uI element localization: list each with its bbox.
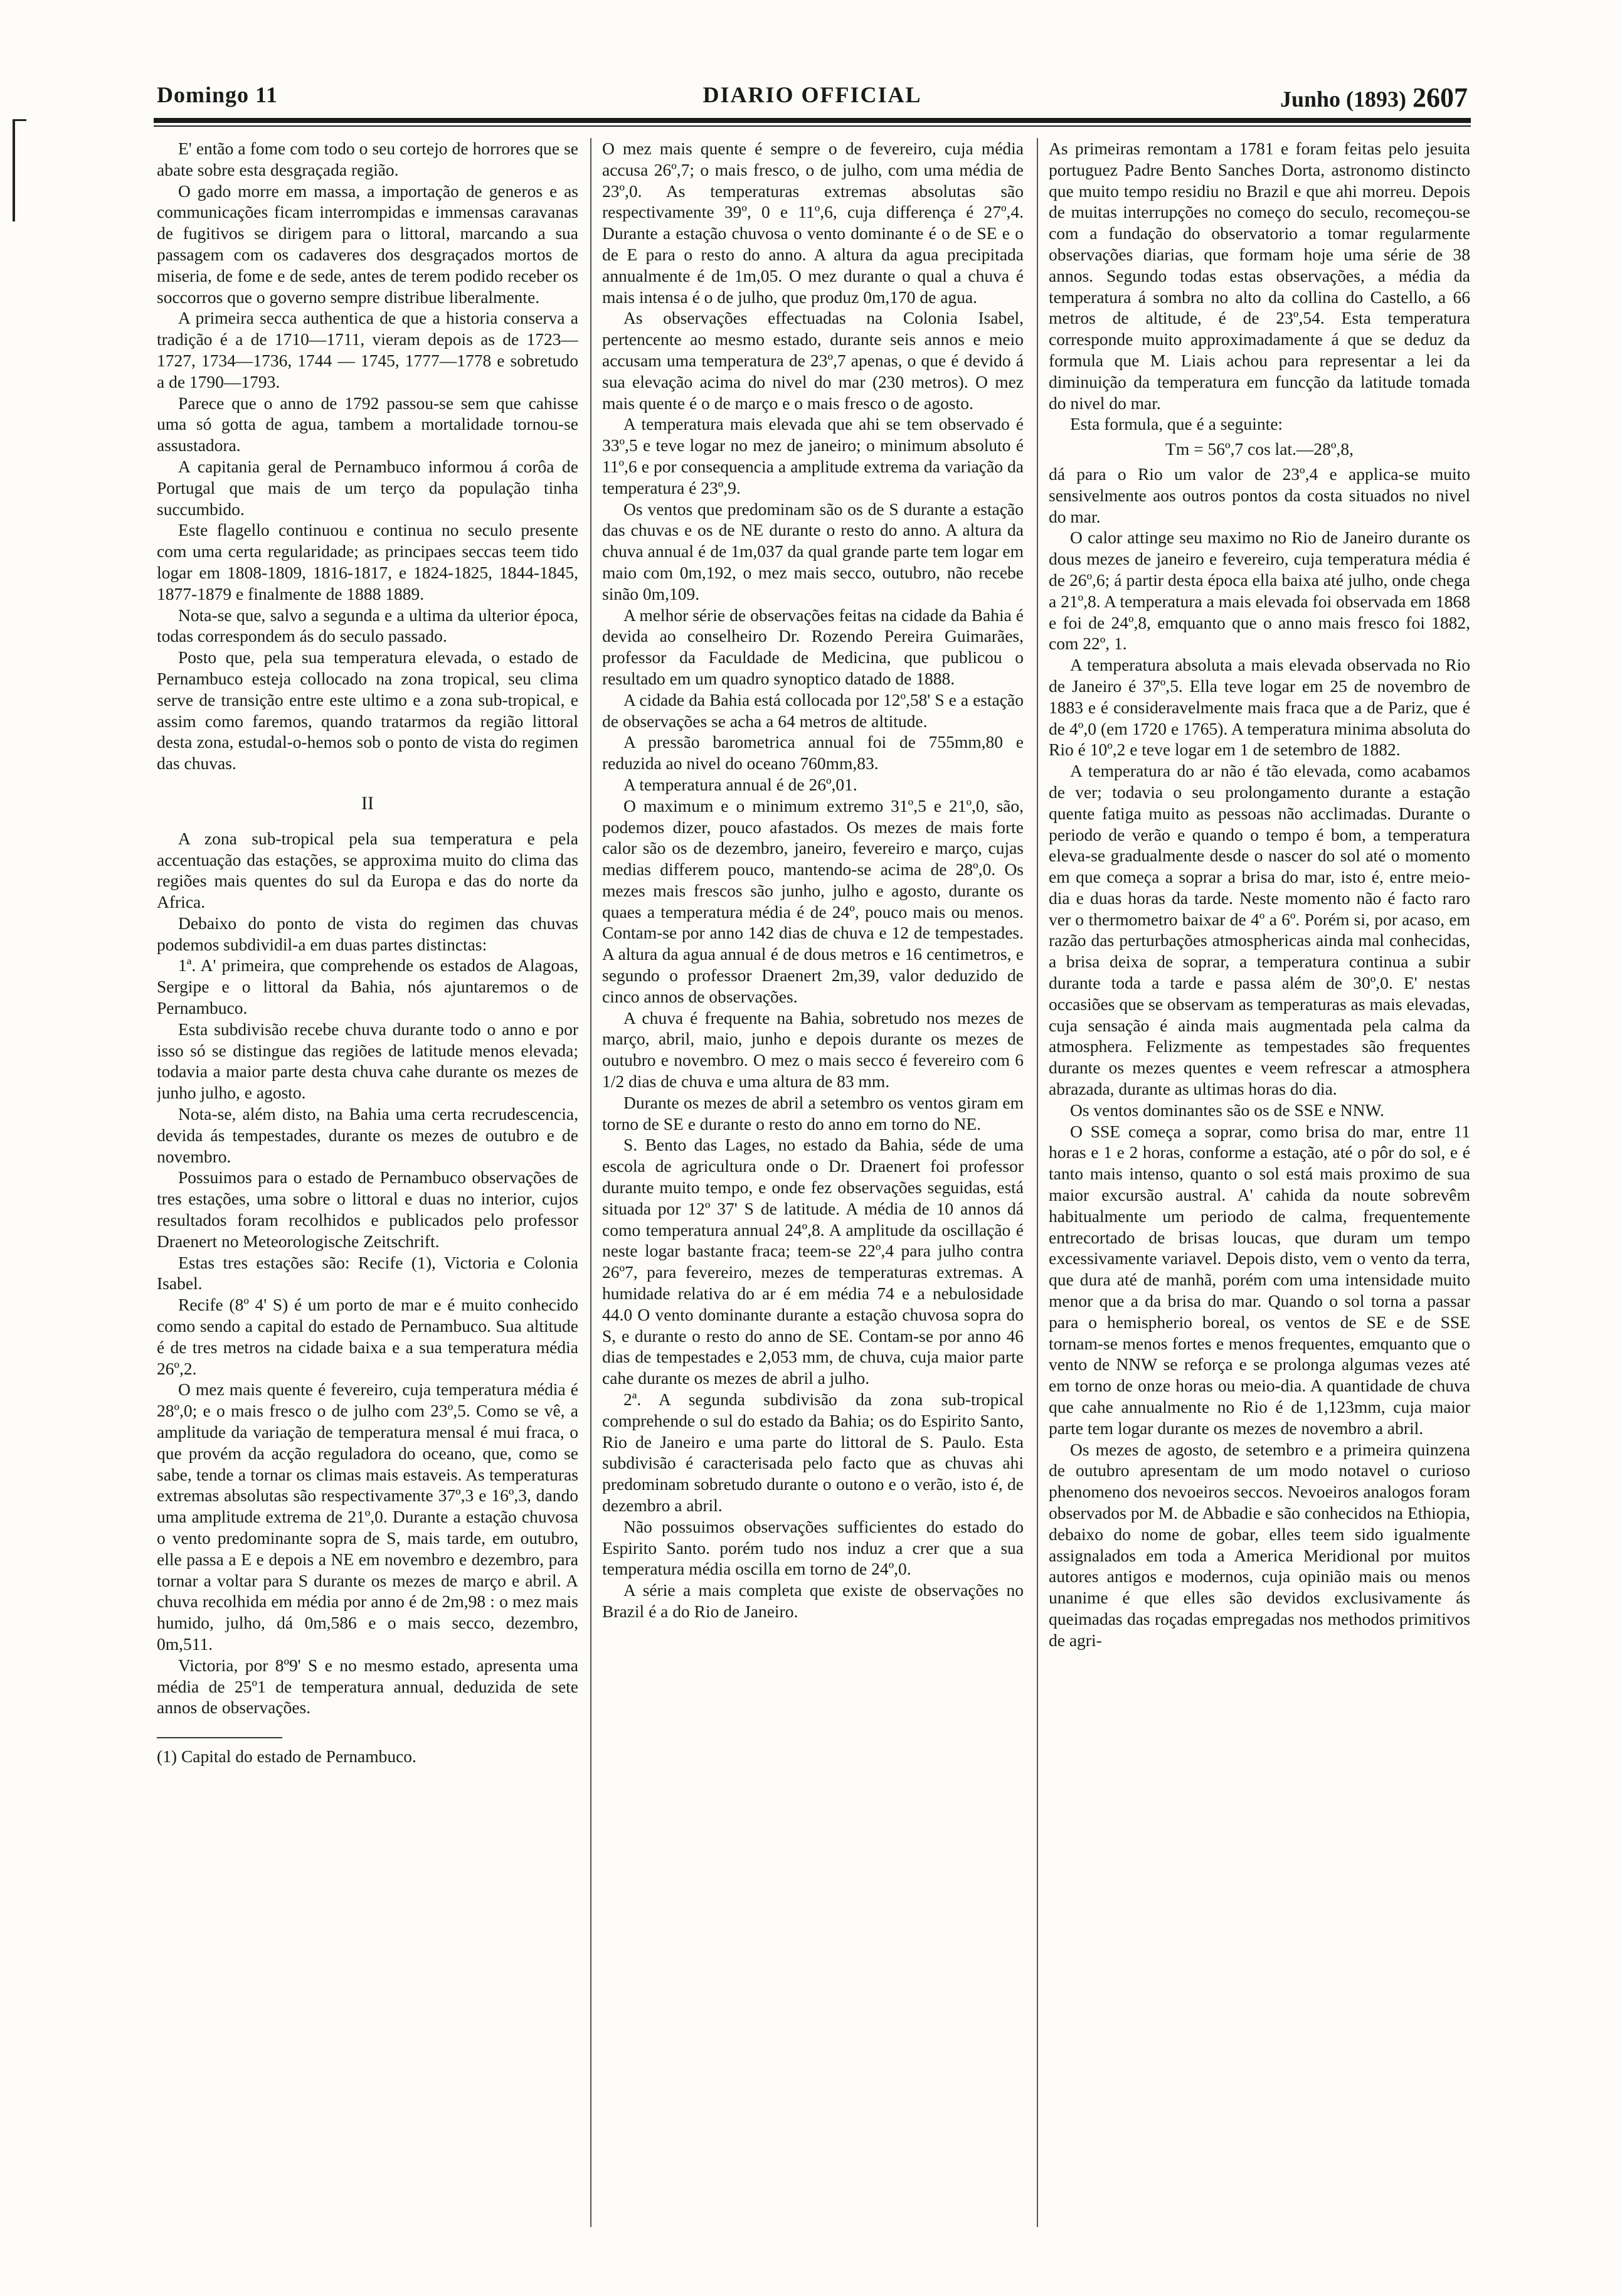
- header-date: Domingo 11: [157, 82, 278, 107]
- paragraph: Esta subdivisão recebe chuva durante todo o anno e por isso só se distingue das regiões de latitude menos elevada; todavia a maior parte desta chuva cahe durante os mezes de junho julho, e agosto.: [157, 1019, 578, 1103]
- paragraph: A melhor série de observações feitas na cidade da Bahia é devida ao conselheiro Dr. Rozendo Pereira Guimarães, professor da Faculdade de Medicina, que publicou o resultado em um quadro synoptico datado de 1888.: [602, 605, 1024, 688]
- paragraph: As primeiras remontam a 1781 e foram feitas pelo jesuita portuguez Padre Bento Sanches Dorta, astronomo distincto que muito tempo residiu no Brazil e que ahi morreu. Depois de muitas interrupções no começo do seculo, recomeçou-se com a fundação do observatorio a tomar regularmente observações diarias, que formam hoje uma série de 38 annos. Segundo todas estas observações, a média da temperatura á sombra no alto da collina do Castello, a 66 metros de altitude, é de 23º,54. Esta temperatura corresponde muito approximadamente á que se deduz da formula que M. Liais achou para representar a lei da diminuição da temperatura em funcção da latitude tomada do nivel do mar.: [1049, 139, 1470, 413]
- paragraph: Durante os mezes de abril a setembro os ventos giram em torno de SE e durante o resto do anno em torno do NE.: [602, 1092, 1024, 1134]
- paragraph: A temperatura absoluta a mais elevada observada no Rio de Janeiro é 37º,5. Ella teve logar em 25 de novembro de 1883 e é consideravelmente mais fraca que a de Pariz, que é de 4º,0 (em 1720 e 1765). A temperatura minima absoluta do Rio é 10º,2 e teve logar em 1 de setembro de 1882.: [1049, 655, 1470, 760]
- paragraph: Debaixo do ponto de vista do regimen das chuvas podemos subdividil-a em duas partes distinctas:: [157, 913, 578, 954]
- newspaper-title: DIARIO OFFICIAL: [702, 82, 922, 107]
- paragraph: A temperatura mais elevada que ahi se tem observado é 33º,5 e teve logar no mez de janeiro; o minimum absoluto é 11º,6 e por consequencia a amplitude extrema da variação da temperatura é 23º,9.: [602, 414, 1024, 497]
- paragraph: Os ventos que predominam são os de S durante a estação das chuvas e os de NE durante o resto do anno. A altura da chuva annual é de 1m,037 da qual grande parte tem logar em maio com 0m,192, o mez mais secco, outubro, não recebe sinão 0m,109.: [602, 499, 1024, 603]
- paragraph: A capitania geral de Pernambuco informou á corôa de Portugal que mais de um terço da população tinha succumbido.: [157, 456, 578, 519]
- paragraph: 1ª. A' primeira, que comprehende os estados de Alagoas, Sergipe e o littoral da Bahia, nós ajuntaremos o de Pernambuco.: [157, 955, 578, 1018]
- temperature-formula: Tm = 56º,7 cos lat.—28º,8,: [1165, 439, 1354, 459]
- paragraph: E' então a fome com todo o seu cortejo de horrores que se abate sobre esta desgraçada região.: [157, 139, 578, 179]
- margin-bracket-mark: [13, 119, 26, 221]
- paragraph: Possuimos para o estado de Pernambuco observações de tres estações, uma sobre o littoral e duas no interior, cujos resultados foram recolhidos e publicados pelo professor Draenert no Meteorologische Zeitschrift.: [157, 1167, 578, 1251]
- column-3: [1049, 138, 1470, 2227]
- page-number: 2607: [1413, 82, 1468, 113]
- article-columns: [157, 138, 1474, 2227]
- paragraph: A temperatura annual é de 26º,01.: [623, 774, 857, 794]
- paragraph: O mez mais quente é fevereiro, cuja temperatura média é 28º,0; e o mais fresco o de julho com 23º,5. Como se vê, a amplitude da variação de temperatura mensal é mui fraca, o que provém da acção reguladora do oceano, que, como se sabe, tende a tornar os climas mais estaveis. As temperaturas extremas absolutas são respectivamente 37º,3 e 16º,3, dando uma amplitude extrema de 21º,0. Durante a estação chuvosa o vento predominante sopra de S, mais tarde, em outubro, elle passa a E e depois a NE em novembro e dezembro, para tornar a voltar para S durante os mezes de março e abril. A chuva recolhida em média por anno é de 2m,98 : o mez mais humido, julho, dá 0m,586 e o mais secco, dezembro, 0m,511.: [157, 1379, 578, 1654]
- paragraph: O maximum e o minimum extremo 31º,5 e 21º,0, são, podemos dizer, pouco afastados. Os mezes de mais forte calor são os de dezembro, janeiro, fevereiro e março, cujas medias differem pouco, mantendo-se acima de 28º,0. Os mezes mais frescos são junho, julho e agosto, durante os quaes a temperatura média é de 24º, pouco mais ou menos. Contam-se por anno 142 dias de chuva e 12 de tempestades. A altura da agua annual é de dous metros e 16 centimetros, e segundo o professor Draenert 2m,39, valor deduzido de cinco annos de observações.: [602, 795, 1024, 1006]
- header-rule-thick: [154, 118, 1471, 123]
- paragraph: A zona sub-tropical pela sua temperatura e pela accentuação das estações, se approxima muito do clima das regiões mais quentes do sul da Europa e das do norte da Africa.: [157, 828, 578, 912]
- page-header: [157, 82, 1468, 113]
- paragraph: O SSE começa a soprar, como brisa do mar, entre 11 horas e 1 e 2 horas, conforme a estação, até o pôr do sol, e é tanto mais intenso, quanto o sol está mais proximo de sua maior excursão austral. A' cahida da noute sobrevêm habitualmente um periodo de calma, frequentemente entrecortado de brisas loucas, que duram um tempo excessivamente variavel. Depois disto, vem o vento da terra, que dura até de manhã, porém com uma intensidade muito menor que a da brisa do mar. Quando o sol torna a passar para o hemispherio boreal, os ventos de SE e de SSE tornam-se menos fortes e menos frequentes, emquanto que o vento de NNW se reforça e se prolonga algumas vezes até em torno de onze horas ou meio-dia. A quantidade de chuva que cahe annualmente no Rio é de 1,123mm, cuja maior parte tem logar durante os mezes de novembro a abril.: [1049, 1121, 1470, 1438]
- paragraph: Não possuimos observações sufficientes do estado do Espirito Santo. porém tudo nos induz a crer que a sua temperatura média oscilla em torno de 24º,0.: [602, 1516, 1024, 1579]
- column-2: [602, 138, 1024, 2227]
- section-numeral: II: [361, 792, 374, 814]
- footnote-rule: [157, 1737, 282, 1738]
- paragraph: Os mezes de agosto, de setembro e a primeira quinzena de outubro apresentam de um modo notavel o curioso phenomeno dos nevoeiros seccos. Nevoeiros analogos foram observados por M. de Abbadie e são conhecidos na Ethiopia, debaixo do nome de gobar, elles teem sido igualmente assignalados em toda a America Meridional por muitos autores antigos e modernos, cuja opinião mais ou menos unanime é que elles são devidos exclusivamente ás queimadas das roçadas empregadas nos methodos primitivos de agri-: [1049, 1439, 1470, 1650]
- paragraph: Nota-se, além disto, na Bahia uma certa recrudescencia, devida ás tempestades, durante os mezes de outubro e de novembro.: [157, 1104, 578, 1166]
- paragraph: O gado morre em massa, a importação de generos e as communicações ficam interrompidas e immensas caravanas de fugitivos se dirigem para o littoral, marcando a sua passagem com os cadaveres dos desgraçados mortos de miseria, de fome e de sede, antes de terem podido receber os soccorros que o governo sempre distribue liberalmente.: [157, 181, 578, 307]
- footnote: (1) Capital do estado de Pernambuco.: [157, 1746, 416, 1767]
- paragraph: O mez mais quente é sempre o de fevereiro, cuja média accusa 26º,7; o mais fresco, o de julho, com uma média de 23º,0. As temperaturas extremas absolutas são respectivamente 39º, 0 e 11º,6, cuja differença é 27º,4. Durante a estação chuvosa o vento dominante é o de SE e o de E para o resto do anno. A altura da agua precipitada annualmente é de 1m,05. O mez durante o qual a chuva é mais intensa é o de julho, que produz 0m,170 de agua.: [602, 139, 1024, 307]
- paragraph: Nota-se que, salvo a segunda e a ultima da ulterior época, todas correspondem ás do seculo passado.: [157, 605, 578, 646]
- paragraph: S. Bento das Lages, no estado da Bahia, séde de uma escola de agricultura onde o Dr. Draenert foi professor durante muito tempo, e onde fez observações seguidas, está situada por 12º 37' S de latitude. A média de 10 annos dá como temperatura annual 24º,8. A amplitude da oscillação é neste logar bastante fraca; teem-se 22º,4 para julho contra 26º7, para fevereiro, mezes de temperaturas extremas. A humidade relativa do ar é em média 74 e a nebulosidade 44.0 O vento dominante durante a estação chuvosa sopra do S, e durante o resto do anno de SE. Contam-se por anno 46 dias de tempestades e 2,053 mm, de chuva, cuja maior parte cahe durante os mezes de abril a julho.: [602, 1135, 1024, 1388]
- paragraph: Esta formula, que é a seguinte:: [1070, 414, 1283, 434]
- paragraph: A pressão barometrica annual foi de 755mm,80 e reduzida ao nivel do oceano 760mm,83.: [602, 732, 1024, 773]
- header-rule-thin: [154, 125, 1471, 127]
- paragraph: As observações effectuadas na Colonia Isabel, pertencente ao mesmo estado, durante seis annos e meio accusam uma temperatura de 23º,7 apenas, o que é devido á sua elevação acima do nivel do mar (230 metros). O mez mais quente é o de março e o mais fresco o de agosto.: [602, 308, 1024, 413]
- paragraph: A série a mais completa que existe de observações no Brazil é a do Rio de Janeiro.: [602, 1580, 1024, 1621]
- paragraph: A primeira secca authentica de que a historia conserva a tradição é a de 1710—1711, vieram depois as de 1723—1727, 1734—1736, 1744 — 1745, 1777—1778 e sobretudo a de 1790—1793.: [157, 308, 578, 391]
- paragraph: dá para o Rio um valor de 23º,4 e applica-se muito sensivelmente aos outros pontos da costa situados no nivel do mar.: [1049, 464, 1470, 526]
- paragraph: O calor attinge seu maximo no Rio de Janeiro durante os dous mezes de janeiro e fevereiro, cuja temperatura média é de 26º,6; á partir desta época ella baixa até julho, onde chega a 21º,8. A temperatura a mais elevada foi observada em 1868 e foi de 24º,8, emquanto que o anno mais fresco foi 1882, com 22º, 1.: [1049, 528, 1470, 654]
- paragraph: A temperatura do ar não é tão elevada, como acabamos de ver; todavia o seu prolongamento durante a estação quente fatiga muito as pessoas não acclimadas. Durante o periodo de verão e quando o tempo é bom, a temperatura eleva-se gradualmente desde o nascer do sol até o momento em que começa a soprar a brisa do mar, isto é, entre meio-dia e duas horas da tarde. Neste momento não é facto raro ver o thermometro baixar de 4º a 6º. Porém si, por acaso, em razão das perturbações atmosphericas ainda mal conhecidas, a brisa deixa de soprar, a temperatura continua a subir durante toda a tarde e passa além de 30º,0. E' nestas occasiões que se observam as temperaturas as mais elevadas, cuja sensação é ainda mais augmentada pela calma da atmosphera. Felizmente as tempestades são frequentes durante os mezes quentes e veem refrescar a atmosphera abrazada, durante as ultimas horas do dia.: [1049, 761, 1470, 1099]
- paragraph: A chuva é frequente na Bahia, sobretudo nos mezes de março, abril, maio, junho e depois durante os mezes de outubro e novembro. O mez o mais secco é fevereiro com 6 1/2 dias de chuva e uma altura de 83 mm.: [602, 1007, 1024, 1092]
- paragraph: Recife (8º 4' S) é um porto de mar e é muito conhecido como sendo a capital do estado de Pernambuco. Sua altitude é de tres metros na cidade baixa e a sua temperatura média 26º,2.: [157, 1295, 578, 1378]
- paragraph: Estas tres estações são: Recife (1), Victoria e Colonia Isabel.: [157, 1252, 578, 1294]
- paragraph: Os ventos dominantes são os de SSE e NNW.: [1070, 1100, 1384, 1120]
- paragraph: Posto que, pela sua temperatura elevada, o estado de Pernambuco esteja collocado na zona tropical, seu clima serve de transição entre este ultimo e a zona sub-tropical, e assim como faremos, quando tratarmos da região littoral desta zona, estudal-o-hemos sob o ponto de vista do regimen das chuvas.: [157, 647, 578, 773]
- paragraph: 2ª. A segunda subdivisão da zona sub-tropical comprehende o sul do estado da Bahia; os do Espirito Santo, Rio de Janeiro e uma parte do littoral de S. Paulo. Esta subdivisão é caracterisada pelo facto que as chuvas ahi predominam sobretudo durante o outono e o verão, isto é, de dezembro a abril.: [602, 1390, 1024, 1515]
- paragraph: Parece que o anno de 1792 passou-se sem que cahisse uma só gotta de agua, tambem a mortalidade tornou-se assustadora.: [157, 393, 578, 455]
- header-month-year: [1280, 82, 1468, 114]
- column-1: [157, 138, 578, 2227]
- header-month: Junho (1893): [1280, 87, 1406, 112]
- paragraph: Victoria, por 8º9' S e no mesmo estado, apresenta uma média de 25º1 de temperatura annual, deduzida de sete annos de observações.: [157, 1655, 578, 1718]
- paragraph: Este flagello continuou e continua no seculo presente com uma certa regularidade; as principaes seccas teem tido logar em 1808-1809, 1816-1817, e 1824-1825, 1844-1845, 1877-1879 e finalmente de 1888 1889.: [157, 520, 578, 603]
- paragraph: A cidade da Bahia está collocada por 12º,58' S e a estação de observações se acha a 64 metros de altitude.: [602, 689, 1024, 731]
